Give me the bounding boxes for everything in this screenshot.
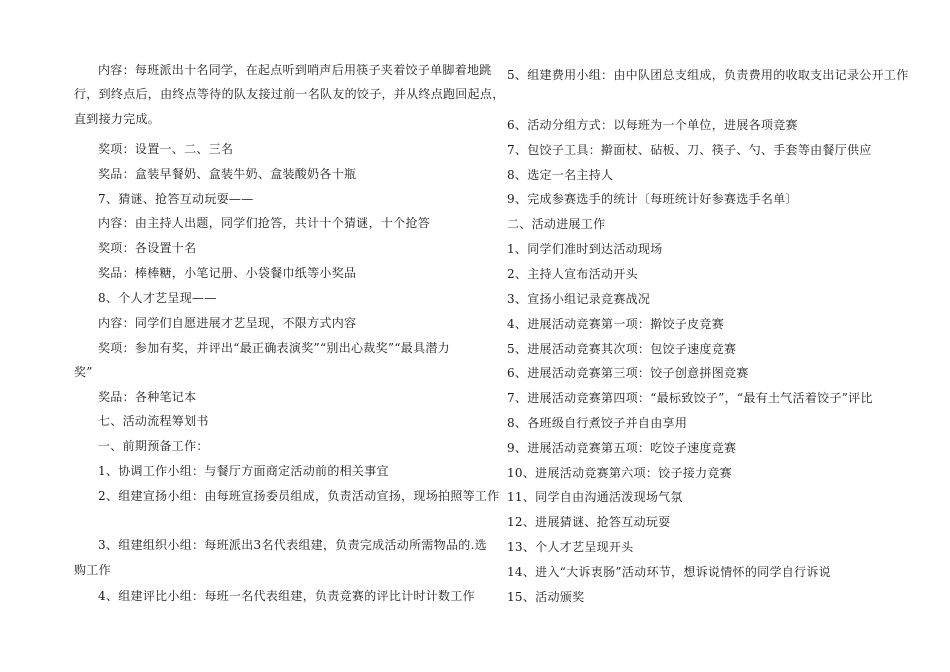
left-line: 奖品：棒棒糖，小笔记册、小袋餐巾纸等小奖品 <box>98 266 357 280</box>
left-line: 内容：同学们自愿进展才艺呈现，不限方式内容 <box>98 316 357 330</box>
left-line: 奖品：各种笔记本 <box>98 390 197 404</box>
right-line: 9、完成参赛选手的统计〔每班统计好参赛选手名单〕 <box>507 192 798 206</box>
left-line: 8、个人才艺呈现—— <box>98 291 217 305</box>
left-line: 购工作 <box>74 563 111 577</box>
right-line: 7、包饺子工具：擀面杖、砧板、刀、筷子、勺、手套等由餐厅供应 <box>507 143 872 157</box>
left-line: 7、猜谜、抢答互动玩耍—— <box>98 192 254 206</box>
right-line: 12、进展猜谜、抢答互动玩耍 <box>507 515 671 529</box>
right-line: 2、主持人宣布活动开头 <box>507 267 638 281</box>
right-line: 6、进展活动竞赛第三项：饺子创意拼图竞赛 <box>507 366 749 380</box>
right-line: 11、同学自由沟通活泼现场气氛 <box>507 490 683 504</box>
left-line: 一、前期预备工作： <box>98 439 209 453</box>
left-line: 2、组建宣扬小组：由每班宣扬委员组成，负责活动宣扬，现场拍照等工作 <box>98 489 500 503</box>
right-line: 5、进展活动竞赛其次项：包饺子速度竞赛 <box>507 342 737 356</box>
left-line: 1、协调工作小组：与餐厅方面商定活动前的相关事宜 <box>98 464 389 478</box>
left-line: 行，到终点后，由终点等待的队友接过前一名队友的饺子，并从终点跑回起点， <box>74 87 505 101</box>
right-line: 8、选定一名主持人 <box>507 168 614 182</box>
left-line: 4、组建评比小组：每班一名代表组建，负责竞赛的评比计时计数工作 <box>98 589 475 603</box>
right-line: 8、各班级自行煮饺子并自由享用 <box>507 416 688 430</box>
right-line: 10、进展活动竞赛第六项：饺子接力竞赛 <box>507 466 732 480</box>
left-line: 直到接力完成。 <box>74 112 161 126</box>
left-line: 七、活动流程筹划书 <box>98 414 209 428</box>
left-line: 内容：每班派出十名同学，在起点听到哨声后用筷子夹着饺子单脚着地跳 <box>98 63 492 77</box>
right-line: 1、同学们准时到达活动现场 <box>507 242 663 256</box>
right-line: 二、活动进展工作 <box>507 217 606 231</box>
right-line: 5、组建费用小组：由中队团总支组成，负责费用的收取支出记录公开工作 <box>507 68 909 82</box>
right-line: 7、进展活动竞赛第四项：“最标致饺子”，“最有土气活着饺子”评比 <box>507 391 873 405</box>
left-line: 奖品：盒装早餐奶、盒装牛奶、盒装酸奶各十瓶 <box>98 167 357 181</box>
left-line: 奖项：参加有奖，并评出“最正确表演奖”“别出心裁奖”“最具潜力 <box>98 341 450 355</box>
right-line: 3、宣扬小组记录竞赛战况 <box>507 292 651 306</box>
right-line: 13、个人才艺呈现开头 <box>507 540 634 554</box>
right-line: 15、活动颁奖 <box>507 590 585 604</box>
right-line: 6、活动分组方式：以每班为一个单位，进展各项竞赛 <box>507 118 798 132</box>
left-line: 奖” <box>74 365 93 379</box>
left-line: 奖项：各设置十名 <box>98 241 197 255</box>
right-line: 14、进入“大诉衷肠”活动环节，想诉说情怀的同学自行诉说 <box>507 565 831 579</box>
left-line: 奖项：设置一、二、三名 <box>98 142 234 156</box>
right-line: 4、进展活动竞赛第一项：擀饺子皮竞赛 <box>507 317 725 331</box>
left-line: 内容：由主持人出题，同学们抢答，共计十个猜谜，十个抢答 <box>98 216 431 230</box>
left-line: 3、组建组织小组：每班派出3名代表组建，负责完成活动所需物品的.选 <box>98 538 487 552</box>
right-line: 9、进展活动竞赛第五项：吃饺子速度竞赛 <box>507 441 737 455</box>
